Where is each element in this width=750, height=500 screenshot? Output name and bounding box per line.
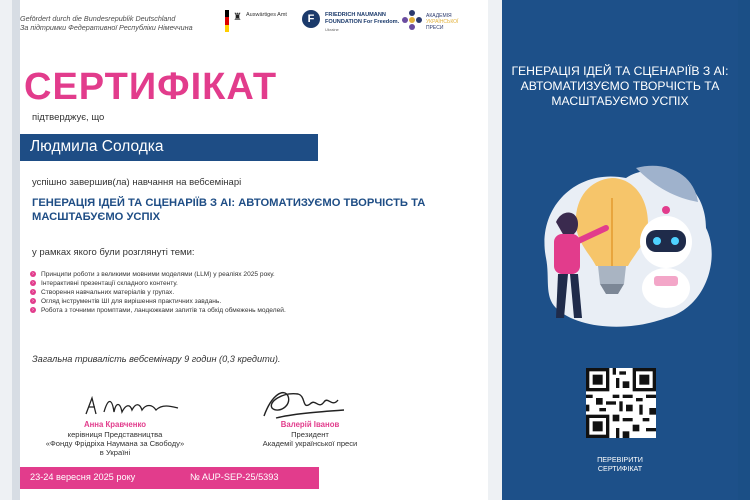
aup-logo-line1: АКАДЕМІЯ — [426, 13, 452, 19]
aup-logo-line2: УКРАЇНСЬКОЇ — [426, 19, 459, 26]
side-panel-title: ГЕНЕРАЦІЯ ІДЕЙ ТА СЦЕНАРІЇВ З АІ: АВТОМАТИЗУЄМО ТВОРЧІСТЬ ТА МАСШТАБУЄМО УСПІХ — [511, 64, 729, 108]
aup-logo-line3: ПРЕСИ — [426, 25, 444, 32]
list-item — [30, 288, 390, 297]
topic-text: Створення навчальних матеріалів у групах. — [41, 289, 175, 297]
topics-intro: у рамках якого були розглянуті теми: — [32, 247, 195, 258]
list-item — [30, 306, 390, 315]
fnf-logo-line1: FRIEDRICH NAUMANN — [325, 12, 386, 18]
fnf-logo-sub: Ukraine — [325, 27, 339, 32]
signer-role-3: в Україні — [99, 447, 131, 457]
signer-kravchenko — [40, 420, 190, 457]
verify-certificate-link[interactable] — [562, 455, 678, 473]
verify-line2: СЕРТИФІКАТ — [597, 464, 643, 473]
list-item — [30, 270, 390, 279]
funding-note-uk: За підтримки Федеративної Республіки Німеччина — [20, 23, 193, 32]
arrow-bullet-icon: › — [30, 271, 36, 277]
signer-name: Анна Кравченко — [83, 420, 147, 429]
side-panel — [488, 0, 750, 500]
footer-bar — [20, 467, 319, 489]
qr-code[interactable] — [586, 368, 656, 438]
signature-kravchenko — [82, 392, 192, 420]
eagle-icon: ♜ — [233, 12, 242, 23]
aup-logo-text — [426, 13, 458, 32]
auswaertiges-amt-label: Auswärtiges Amt — [246, 12, 287, 18]
certificate-number: № AUP-SEP-25/5393 — [190, 472, 279, 482]
list-item — [30, 297, 390, 306]
list-item — [30, 279, 390, 288]
arrow-bullet-icon: › — [30, 280, 36, 286]
confirms-text: підтверджує, що — [32, 112, 105, 123]
signer-role-2: «Фонду Фрідріха Наумана за Свободу» — [45, 438, 185, 448]
aup-mark-icon — [402, 10, 422, 30]
signature-ivanov — [258, 384, 348, 422]
topic-text: Інтерактивні презентації складного контенту. — [41, 280, 178, 288]
funding-note-de: Gefördert durch die Bundesrepublik Deutschland — [20, 14, 176, 23]
auswaertiges-amt-logo — [225, 10, 285, 40]
arrow-bullet-icon: › — [30, 289, 36, 295]
event-date: 23-24 вересня 2025 року — [30, 472, 136, 482]
funding-note — [20, 14, 193, 32]
signer-role-2: Академії української преси — [262, 438, 358, 448]
arrow-bullet-icon: › — [30, 307, 36, 313]
signer-ivanov — [230, 420, 390, 448]
duration-text: Загальна тривалість вебсемінару 9 годин (0,3 кредити). — [32, 354, 281, 364]
fnf-logo-line2: FOUNDATION For Freedom. — [325, 19, 400, 25]
topic-text: Робота з точними промптами, ланцюжками запитів та обхід обмежень моделей. — [41, 307, 286, 315]
german-flag-icon — [225, 10, 229, 32]
signer-role-1: Президент — [291, 429, 329, 439]
fnf-logo-text — [325, 12, 399, 26]
course-title: ГЕНЕРАЦІЯ ІДЕЙ ТА СЦЕНАРІЇВ З АІ: АВТОМАТИЗУЄМО ТВОРЧІСТЬ ТА МАСШТАБУЄМО УСПІХ — [32, 197, 426, 223]
topic-text: Огляд інструментів ШІ для вирішення практичних завдань. — [41, 298, 222, 306]
arrow-bullet-icon: › — [30, 298, 36, 304]
side-panel-divider — [488, 0, 502, 500]
fnf-mark-icon: F — [302, 10, 320, 28]
ai-lightbulb-illustration — [516, 138, 726, 338]
signer-role-1: керівниця Представництва — [67, 429, 163, 439]
qr-code-icon — [586, 368, 656, 438]
recipient-name: Людмила Солодка — [30, 138, 164, 155]
recipient-bar — [20, 134, 318, 161]
aup-logo — [402, 10, 472, 36]
signer-name: Валерій Іванов — [280, 420, 340, 429]
side-panel-body — [502, 0, 738, 500]
fnf-logo — [302, 8, 398, 38]
verify-line1: ПЕРЕВІРИТИ — [597, 455, 643, 464]
topic-text: Принципи роботи з великими мовними моделями (LLM) у реаліях 2025 року. — [41, 271, 275, 278]
certificate-title: СЕРТИФІКАТ — [24, 66, 278, 108]
completed-text: успішно завершив(ла) навчання на вебсемінарі — [32, 177, 242, 188]
topics-list — [30, 270, 390, 315]
